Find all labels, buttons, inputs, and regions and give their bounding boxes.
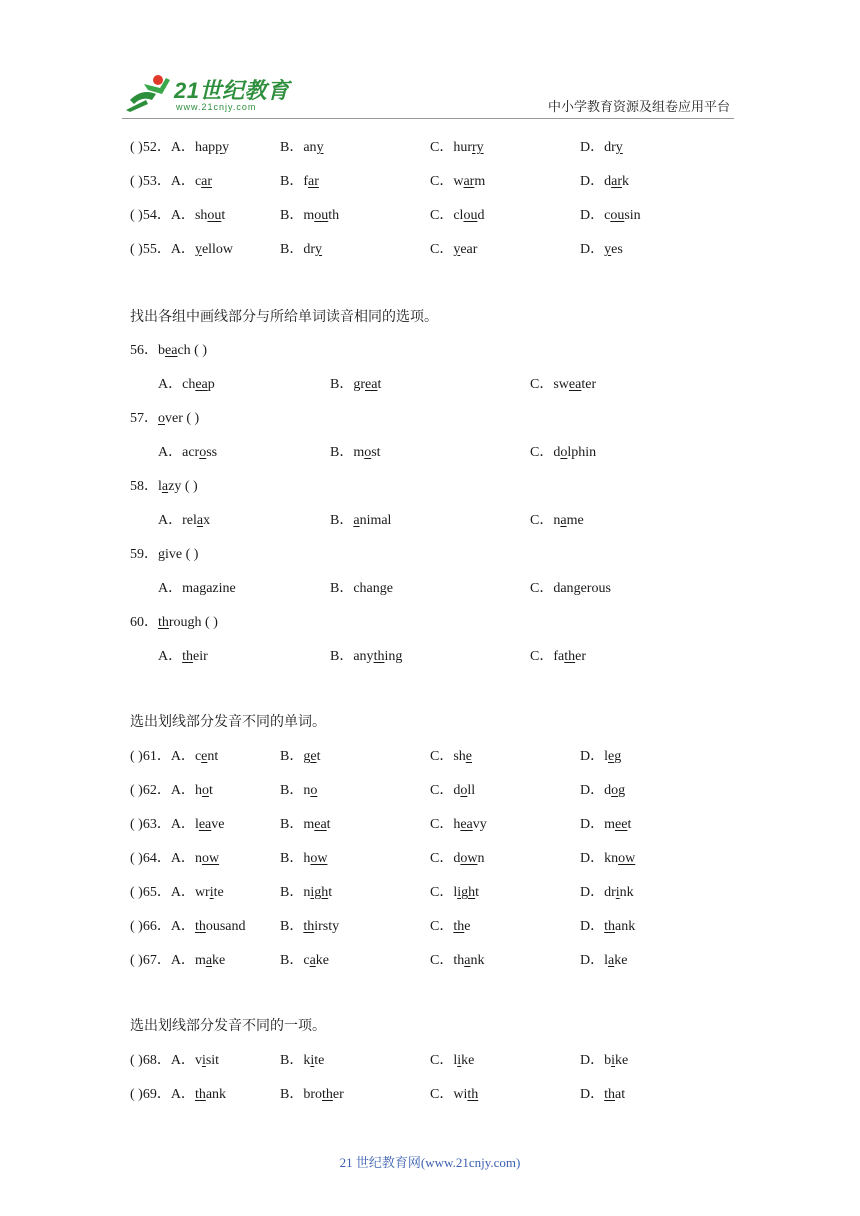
option-b (280, 747, 320, 767)
question-row (130, 206, 750, 226)
underlined-letters: o (364, 445, 372, 460)
underlined-letters: ea (365, 377, 378, 392)
option-a (130, 849, 219, 869)
option-word: ( )69．A．thank (130, 1087, 227, 1102)
underlined-letters: ea (198, 817, 212, 832)
underlined-letters: a (205, 953, 213, 968)
underlined-letters: ou (610, 208, 625, 223)
option-b (330, 579, 393, 599)
option-a (130, 917, 246, 937)
underlined-letters: ow (201, 851, 220, 866)
underlined-letters: th (194, 1087, 206, 1102)
underlined-letters: th (604, 919, 616, 934)
underlined-letters: ow (460, 851, 478, 866)
option-word: D．dog (580, 783, 626, 798)
underlined-letters: ow (618, 851, 636, 866)
question-row (130, 747, 750, 767)
option-b (280, 815, 331, 835)
option-word: C．like (430, 1053, 475, 1068)
option-b (330, 443, 381, 463)
underlined-letters: o (310, 783, 318, 798)
option-b (280, 951, 329, 971)
option-c (530, 511, 584, 531)
option-word: D．dark (580, 174, 630, 189)
section-instruction: 选出划线部分发音不同的单词。 (130, 715, 326, 730)
option-word: B．get (280, 749, 321, 764)
question-row (130, 1051, 750, 1071)
option-d (580, 172, 629, 192)
question-row (130, 781, 750, 801)
option-word: ( )63．A．leave (130, 817, 225, 832)
option-c (530, 647, 586, 667)
option-word: ( )55．A．yellow (130, 242, 234, 257)
option-b (280, 240, 322, 260)
option-word: C．year (430, 242, 478, 257)
option-b (280, 138, 324, 158)
option-c (530, 579, 611, 599)
underlined-letters: th (373, 649, 385, 664)
underlined-letters: o (201, 783, 209, 798)
option-c (430, 138, 484, 158)
option-word: C．father (530, 649, 586, 664)
underlined-letters: ry (472, 140, 484, 155)
option-word: C．dolphin (530, 445, 597, 460)
underlined-letters: o (158, 411, 165, 426)
underlined-letters: th (564, 649, 576, 664)
section-instruction: 选出划线部分发音不同的一项。 (130, 1019, 326, 1034)
given-word: 59．give ( ) (130, 547, 199, 562)
underlined-letters: th (182, 649, 194, 664)
question-row (130, 917, 750, 937)
page-footer: 21 世纪教育网(www.21cnjy.com) (339, 1155, 521, 1170)
underlined-letters: ou (463, 208, 478, 223)
option-word: D．drink (580, 885, 634, 900)
option-a (130, 951, 225, 971)
option-word: C．warm (430, 174, 486, 189)
option-c (430, 172, 485, 192)
option-word: B．animal (330, 513, 392, 528)
option-word: ( )53．A．car (130, 174, 213, 189)
option-c (430, 951, 484, 971)
question-row (130, 883, 750, 903)
option-c (430, 917, 470, 937)
underlined-letters: th (453, 919, 465, 934)
option-word: ( )68．A．visit (130, 1053, 220, 1068)
underlined-letters: a (309, 953, 316, 968)
option-a (158, 443, 217, 463)
option-word: C．down (430, 851, 485, 866)
option-word: D．bike (580, 1053, 629, 1068)
underlined-letters: th (303, 919, 315, 934)
option-a (130, 883, 224, 903)
given-word-question (130, 341, 207, 361)
underlined-letters: i (457, 1053, 462, 1068)
underlined-letters: th (467, 1087, 479, 1102)
underlined-letters: y (453, 242, 461, 257)
option-c (430, 1051, 474, 1071)
option-word: C．light (430, 885, 480, 900)
option-d (580, 781, 625, 801)
underlined-letters: g (379, 581, 387, 596)
given-word: 58．lazy ( ) (130, 479, 198, 494)
underlined-letters: ee (615, 817, 628, 832)
option-word: ( )65．A．write (130, 885, 224, 900)
underlined-letters: ea (314, 817, 327, 832)
underlined-letters: a (464, 953, 471, 968)
option-d (580, 1085, 625, 1105)
option-word: D．lake (580, 953, 628, 968)
option-b (280, 1085, 344, 1105)
option-word: D．dry (580, 140, 623, 155)
logo-text: 21世纪教育 (174, 78, 290, 103)
option-word: C．the (430, 919, 471, 934)
given-word-question (130, 545, 198, 565)
underlined-letters: g (573, 581, 581, 596)
underlined-letters: igh (310, 885, 329, 900)
option-d (580, 849, 635, 869)
underlined-letters: i (611, 1053, 616, 1068)
option-word: C．cloud (430, 208, 485, 223)
underlined-letters: o (460, 783, 468, 798)
underlined-letters: y (316, 140, 324, 155)
option-word: D．know (580, 851, 636, 866)
underlined-letters: i (201, 1053, 206, 1068)
option-word: B．mouth (280, 208, 340, 223)
given-word: 57．over ( ) (130, 411, 200, 426)
option-word: B．cake (280, 953, 329, 968)
option-a (158, 579, 236, 599)
option-word: D．yes (580, 242, 623, 257)
underlined-letters: i (615, 885, 620, 900)
option-c (430, 240, 477, 260)
underlined-letters: ar (308, 174, 319, 189)
option-c (530, 443, 596, 463)
underlined-letters: th (604, 1087, 616, 1102)
underlined-letters: igh (457, 885, 476, 900)
given-word-question (130, 477, 198, 497)
option-word: D．cousin (580, 208, 641, 223)
option-a (130, 815, 224, 835)
option-d (580, 138, 623, 158)
option-d (580, 815, 631, 835)
option-c (430, 849, 484, 869)
underlined-letters: o (560, 445, 568, 460)
option-b (280, 883, 332, 903)
underlined-letters: a (353, 513, 360, 528)
option-a (158, 647, 208, 667)
underlined-letters: y (194, 242, 202, 257)
underlined-letters: ea (460, 817, 473, 832)
option-c (430, 206, 484, 226)
option-word: B．thirsty (280, 919, 340, 934)
underlined-letters: y (604, 242, 612, 257)
given-word-question (130, 613, 218, 633)
underlined-letters: th (322, 1087, 333, 1102)
question-row (130, 1085, 750, 1105)
option-word: A．relax (158, 513, 211, 528)
underlined-letters: e (310, 749, 317, 764)
option-d (580, 883, 634, 903)
header-divider (122, 118, 734, 119)
option-b (330, 375, 381, 395)
runner-logo-icon (122, 70, 172, 114)
option-word: C．doll (430, 783, 476, 798)
option-word: ( )67．A．make (130, 953, 226, 968)
option-word: C．sweater (530, 377, 597, 392)
question-row (130, 138, 750, 158)
option-word: B．brother (280, 1087, 344, 1102)
option-c (430, 1085, 478, 1105)
option-b (280, 1051, 324, 1071)
underlined-letters: ea (195, 377, 208, 392)
option-word: C．with (430, 1087, 479, 1102)
option-word: ( )52．A．happy (130, 140, 230, 155)
option-word: C．she (430, 749, 473, 764)
option-word: A．their (158, 649, 208, 664)
option-c (430, 781, 475, 801)
option-word: A．cheap (158, 377, 215, 392)
underlined-letters: th (158, 615, 169, 630)
option-c (430, 747, 472, 767)
option-word: B．night (280, 885, 333, 900)
option-word: B．kite (280, 1053, 325, 1068)
option-a (130, 138, 229, 158)
option-word: D．that (580, 1087, 626, 1102)
option-word: B．meat (280, 817, 331, 832)
option-c (430, 815, 487, 835)
option-word: A．across (158, 445, 218, 460)
underlined-letters: g (199, 581, 207, 596)
underlined-letters: o (611, 783, 619, 798)
option-d (580, 951, 627, 971)
question-row (130, 849, 750, 869)
option-d (580, 1051, 628, 1071)
option-word: B．most (330, 445, 381, 460)
option-c (430, 883, 479, 903)
underlined-letters: i (209, 885, 214, 900)
underlined-letters: y (615, 140, 623, 155)
underlined-letters: a (608, 953, 615, 968)
option-word: D．meet (580, 817, 632, 832)
question-row (130, 240, 750, 260)
option-d (580, 240, 623, 260)
option-word: B．far (280, 174, 319, 189)
underlined-letters: ou (207, 208, 222, 223)
option-c (530, 375, 596, 395)
option-word: ( )66．A．thousand (130, 919, 246, 934)
option-word: C．thank (430, 953, 485, 968)
underlined-letters: ar (201, 174, 213, 189)
option-b (280, 917, 339, 937)
option-word: C．hurry (430, 140, 484, 155)
underlined-letters: p (215, 140, 223, 155)
underlined-letters: a (196, 513, 204, 528)
option-a (130, 747, 218, 767)
platform-title: 中小学教育资源及组卷应用平台 (547, 99, 730, 114)
option-a (130, 206, 225, 226)
given-word: 56．beach ( ) (130, 343, 207, 358)
underlined-letters: i (310, 1053, 315, 1068)
underlined-letters: ar (463, 174, 475, 189)
option-b (280, 781, 317, 801)
option-d (580, 206, 641, 226)
underlined-letters: ar (611, 174, 623, 189)
option-word: B．great (330, 377, 382, 392)
option-a (130, 781, 213, 801)
option-b (330, 511, 391, 531)
option-b (280, 849, 327, 869)
page-header (0, 0, 860, 125)
underlined-letters: th (194, 919, 206, 934)
option-word: B．any (280, 140, 324, 155)
section-instruction: 找出各组中画线部分与所给单词读音相同的选项。 (130, 310, 438, 325)
option-b (280, 206, 339, 226)
option-d (580, 917, 635, 937)
underlined-letters: ou (314, 208, 329, 223)
option-word: B．change (330, 581, 393, 596)
option-b (280, 172, 319, 192)
option-a (130, 1051, 219, 1071)
option-b (330, 647, 402, 667)
option-word: ( )64．A．now (130, 851, 220, 866)
option-word: D．leg (580, 749, 622, 764)
logo-url: www.21cnjy.com (176, 102, 257, 112)
logo (122, 70, 292, 118)
given-word: 60．through ( ) (130, 615, 218, 630)
underlined-letters: e (608, 749, 615, 764)
question-row (130, 815, 750, 835)
given-word-question (130, 409, 199, 429)
underlined-letters: e (465, 749, 473, 764)
option-word: B．how (280, 851, 328, 866)
option-word: C．name (530, 513, 584, 528)
option-a (130, 240, 233, 260)
underlined-letters: ow (310, 851, 328, 866)
option-a (130, 1085, 226, 1105)
underlined-letters: o (199, 445, 207, 460)
option-word: B．no (280, 783, 318, 798)
option-word: C．dangerous (530, 581, 611, 596)
option-a (158, 375, 215, 395)
underlined-letters: ea (165, 343, 178, 358)
option-word: D．thank (580, 919, 636, 934)
option-word: B．anything (330, 649, 403, 664)
option-word: C．heavy (430, 817, 487, 832)
underlined-letters: y (315, 242, 322, 257)
underlined-letters: a (560, 513, 567, 528)
option-word: A．magazine (158, 581, 236, 596)
option-word: B．dry (280, 242, 322, 257)
question-row (130, 172, 750, 192)
option-word: ( )62．A．hot (130, 783, 213, 798)
option-a (130, 172, 212, 192)
underlined-letters: a (161, 479, 169, 494)
underlined-letters: e (201, 749, 208, 764)
option-word: ( )61．A．cent (130, 749, 219, 764)
question-row (130, 951, 750, 971)
option-word: ( )54．A．shout (130, 208, 226, 223)
underlined-letters: ea (568, 377, 582, 392)
option-d (580, 747, 621, 767)
option-a (158, 511, 210, 531)
